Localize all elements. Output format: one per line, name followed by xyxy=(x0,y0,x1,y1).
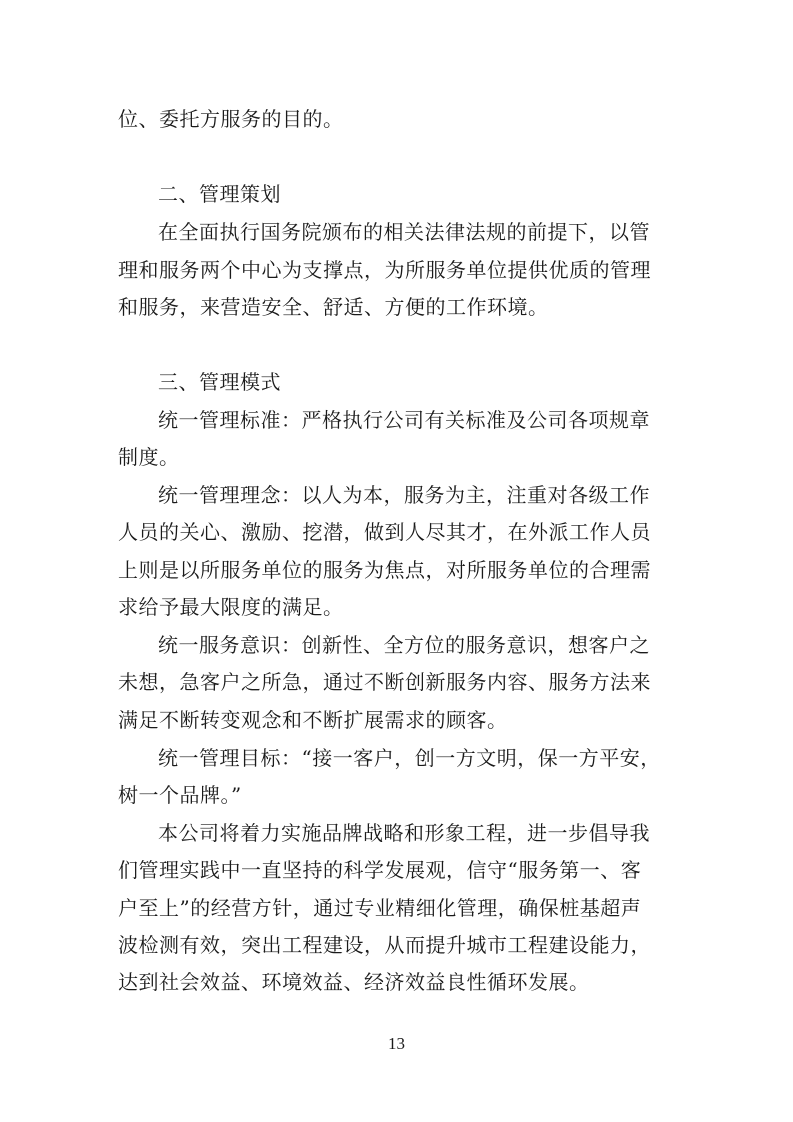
section-heading-management-planning: 二、管理策划 xyxy=(158,182,281,206)
text-line: 统一管理标准：严格执行公司有关标准及公司各项规章 xyxy=(158,408,650,432)
text-line: 未想，急客户之所急，通过不断创新服务内容、服务方法来 xyxy=(118,670,651,694)
text-line: 和服务，来营造安全、舒适、方便的工作环境。 xyxy=(118,295,549,319)
text-line: 上则是以所服务单位的服务为焦点，对所服务单位的合理需 xyxy=(118,558,651,582)
text-line: 位、委托方服务的目的。 xyxy=(118,107,344,131)
section-heading-management-mode: 三、管理模式 xyxy=(158,370,281,394)
text-line: 本公司将着力实施品牌战略和形象工程，进一步倡导我 xyxy=(158,821,650,845)
text-line: 人员的关心、激励、挖潜，做到人尽其才，在外派工作人员 xyxy=(118,520,651,544)
page-number: 13 xyxy=(388,1034,405,1053)
text-line: 理和服务两个中心为支撑点，为所服务单位提供优质的管理 xyxy=(118,258,651,282)
text-line: 们管理实践中一直坚持的科学发展观，信守“服务第一、客 xyxy=(118,858,642,882)
text-line: 户至上”的经营方针，通过专业精细化管理，确保桩基超声 xyxy=(118,896,642,920)
text-line: 统一管理目标：“接一客户，创一方文明，保一方平安， xyxy=(158,746,661,770)
text-line: 求给予最大限度的满足。 xyxy=(118,595,344,619)
text-line: 满足不断转变观念和不断扩展需求的顾客。 xyxy=(118,708,508,732)
text-line: 统一管理理念：以人为本，服务为主，注重对各级工作 xyxy=(158,483,650,507)
text-line: 波检测有效，突出工程建设，从而提升城市工程建设能力， xyxy=(118,933,651,957)
text-line: 在全面执行国务院颁布的相关法律法规的前提下，以管 xyxy=(158,220,650,244)
text-line: 树一个品牌。” xyxy=(118,783,242,807)
text-line: 制度。 xyxy=(118,445,180,469)
text-line: 达到社会效益、环境效益、经济效益良性循环发展。 xyxy=(118,970,590,994)
text-line: 统一服务意识：创新性、全方位的服务意识，想客户之 xyxy=(158,633,650,657)
